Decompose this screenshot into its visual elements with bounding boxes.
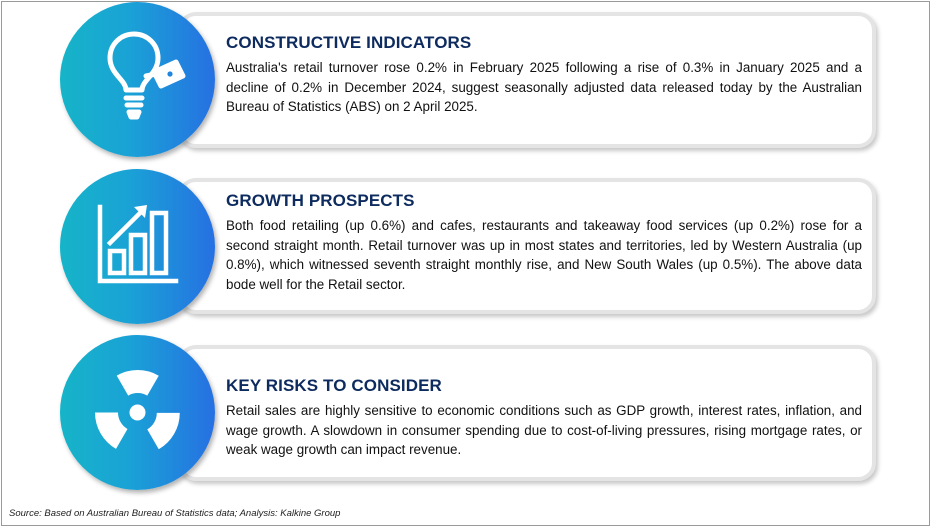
section-body: Australia's retail turnover rose 0.2% in February 2025 following a rise of 0.3% in January 2025 and a decline of 0.2% in December 2024, suggest seasonally adjusted data released today by the Australian Bureau of Statistics (ABS) on 2 April 2025. <box>226 60 862 114</box>
source-note: Source: Based on Australian Bureau of Statistics data; Analysis: Kalkine Group <box>9 508 341 519</box>
lightbulb-tag-icon <box>60 2 215 157</box>
section-title: CONSTRUCTIVE INDICATORS <box>226 33 472 52</box>
bar-chart-growth-icon <box>60 169 215 324</box>
section-body: Both food retailing (up 0.6%) and cafes, restaurants and takeaway food services (up 0.2%) rose for a second straight month. Retail turnover was up in most states and territories, led by Western Australia (up 0.8%), which witnessed seventh straight monthly rise, and New South Wales (up 0.5%). The above data bode well for the Retail sector. <box>226 218 862 292</box>
section-title: KEY RISKS TO CONSIDER <box>226 376 442 395</box>
section-constructive-indicators <box>226 33 862 117</box>
section-growth-prospects <box>226 191 862 294</box>
section-body: Retail sales are highly sensitive to economic conditions such as GDP growth, interest rates, inflation, and wage growth. A slowdown in consumer spending due to cost-of-living pressures, rising mortgage rates, or weak wage growth can impact revenue. <box>226 403 862 457</box>
section-title: GROWTH PROSPECTS <box>226 191 415 210</box>
section-key-risks <box>226 376 862 460</box>
radiation-hazard-icon <box>60 335 215 490</box>
